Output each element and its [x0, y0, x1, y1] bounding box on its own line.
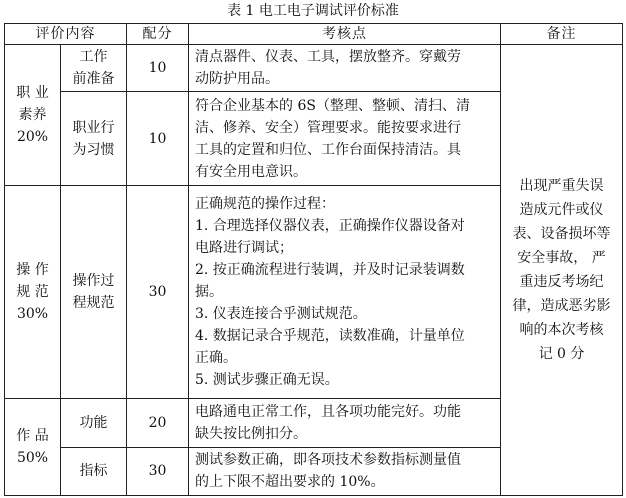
header-criteria: 考核点	[189, 24, 501, 45]
criteria-cell	[189, 185, 501, 398]
header-content: 评价内容	[5, 24, 127, 45]
points-cell: 10	[127, 92, 189, 186]
subitem-line: 指标	[79, 463, 108, 480]
remarks-line: 记 0 分	[538, 346, 585, 362]
points-cell: 20	[127, 399, 189, 447]
evaluation-table	[4, 23, 623, 496]
subitem-cell	[61, 399, 127, 447]
subitem-cell	[61, 447, 127, 495]
header-row	[5, 24, 623, 45]
criteria-line: 3. 仪表连接合乎测试规范。	[195, 306, 367, 323]
subitem-line: 工作	[79, 49, 108, 66]
category-cell	[5, 45, 61, 186]
subitem-cell	[61, 185, 127, 398]
criteria-line: 2. 按正确流程进行装调，并及时记录装调数	[195, 262, 465, 279]
criteria-cell	[189, 45, 501, 92]
category-line: 操 作	[16, 262, 49, 279]
subitem-cell	[61, 45, 127, 92]
remarks-line: 律，造成恶劣影	[512, 298, 611, 314]
criteria-line: 1. 合理选择仪器仪表，正确操作仪器设备对	[195, 218, 465, 235]
remarks-line: 重违反考场纪	[519, 274, 604, 290]
criteria-line: 动防护用品。	[195, 71, 279, 88]
remarks-line: 出现严重失误	[519, 178, 604, 194]
criteria-line: 清点器件、仪表、工具，摆放整齐。穿戴劳	[195, 49, 461, 66]
subitem-line: 功能	[79, 414, 108, 431]
category-cell	[5, 185, 61, 398]
criteria-line: 测试参数正确，即各项技术参数指标测量值	[195, 452, 461, 469]
category-line: 规 范	[16, 284, 49, 301]
points-cell: 30	[127, 185, 189, 398]
subitem-line: 职业行	[72, 119, 115, 136]
criteria-line: 符合企业基本的 6S（整理、整顿、清扫、清	[195, 97, 470, 114]
criteria-line: 4. 数据记录合乎规范，读数准确，计量单位	[195, 328, 465, 345]
criteria-line: 电路进行调试；	[195, 240, 293, 257]
subitem-line: 程规范	[72, 295, 115, 312]
remarks-line: 表、设备损坏等	[512, 226, 611, 242]
category-line: 20%	[16, 128, 49, 145]
points-cell: 10	[127, 45, 189, 92]
criteria-cell	[189, 399, 501, 447]
criteria-line: 的上下限不超出要求的 10%。	[195, 474, 385, 491]
criteria-line: 工具的定置和归位、工作台面保持清洁。具	[195, 141, 461, 158]
remarks-line: 响的本次考核	[519, 322, 604, 338]
subitem-line: 前准备	[72, 71, 115, 88]
remarks-line: 安全事故， 严	[517, 250, 606, 266]
criteria-line: 缺失按比例扣分。	[195, 425, 307, 442]
criteria-line: 5. 测试步骤正确无误。	[195, 372, 339, 389]
criteria-line: 洁、修养、安全）管理要求。能按要求进行	[195, 119, 461, 136]
subitem-cell	[61, 92, 127, 186]
subitem-line: 操作过	[72, 273, 115, 290]
remarks-cell	[501, 45, 623, 496]
points-cell: 30	[127, 447, 189, 495]
category-line: 素养	[18, 106, 47, 123]
criteria-line: 有安全用电意识。	[195, 163, 307, 180]
criteria-line: 正确。	[195, 350, 237, 367]
criteria-cell	[189, 447, 501, 495]
criteria-cell	[189, 92, 501, 186]
subitem-line: 为习惯	[72, 141, 115, 158]
header-points: 配分	[127, 24, 189, 45]
category-line: 50%	[16, 450, 49, 467]
remarks-line: 造成元件或仪	[519, 202, 604, 218]
header-remarks: 备注	[501, 24, 623, 45]
criteria-line: 据。	[195, 284, 223, 301]
category-line: 作 品	[16, 428, 49, 445]
category-line: 30%	[16, 306, 49, 323]
table-row	[5, 45, 623, 92]
category-cell	[5, 399, 61, 496]
criteria-line: 正确规范的操作过程：	[195, 196, 335, 213]
table-caption: 表 1 电工电子调试评价标准	[227, 3, 399, 19]
criteria-line: 电路通电正常工作，且各项功能完好。功能	[195, 403, 461, 420]
category-line: 职 业	[16, 84, 49, 101]
